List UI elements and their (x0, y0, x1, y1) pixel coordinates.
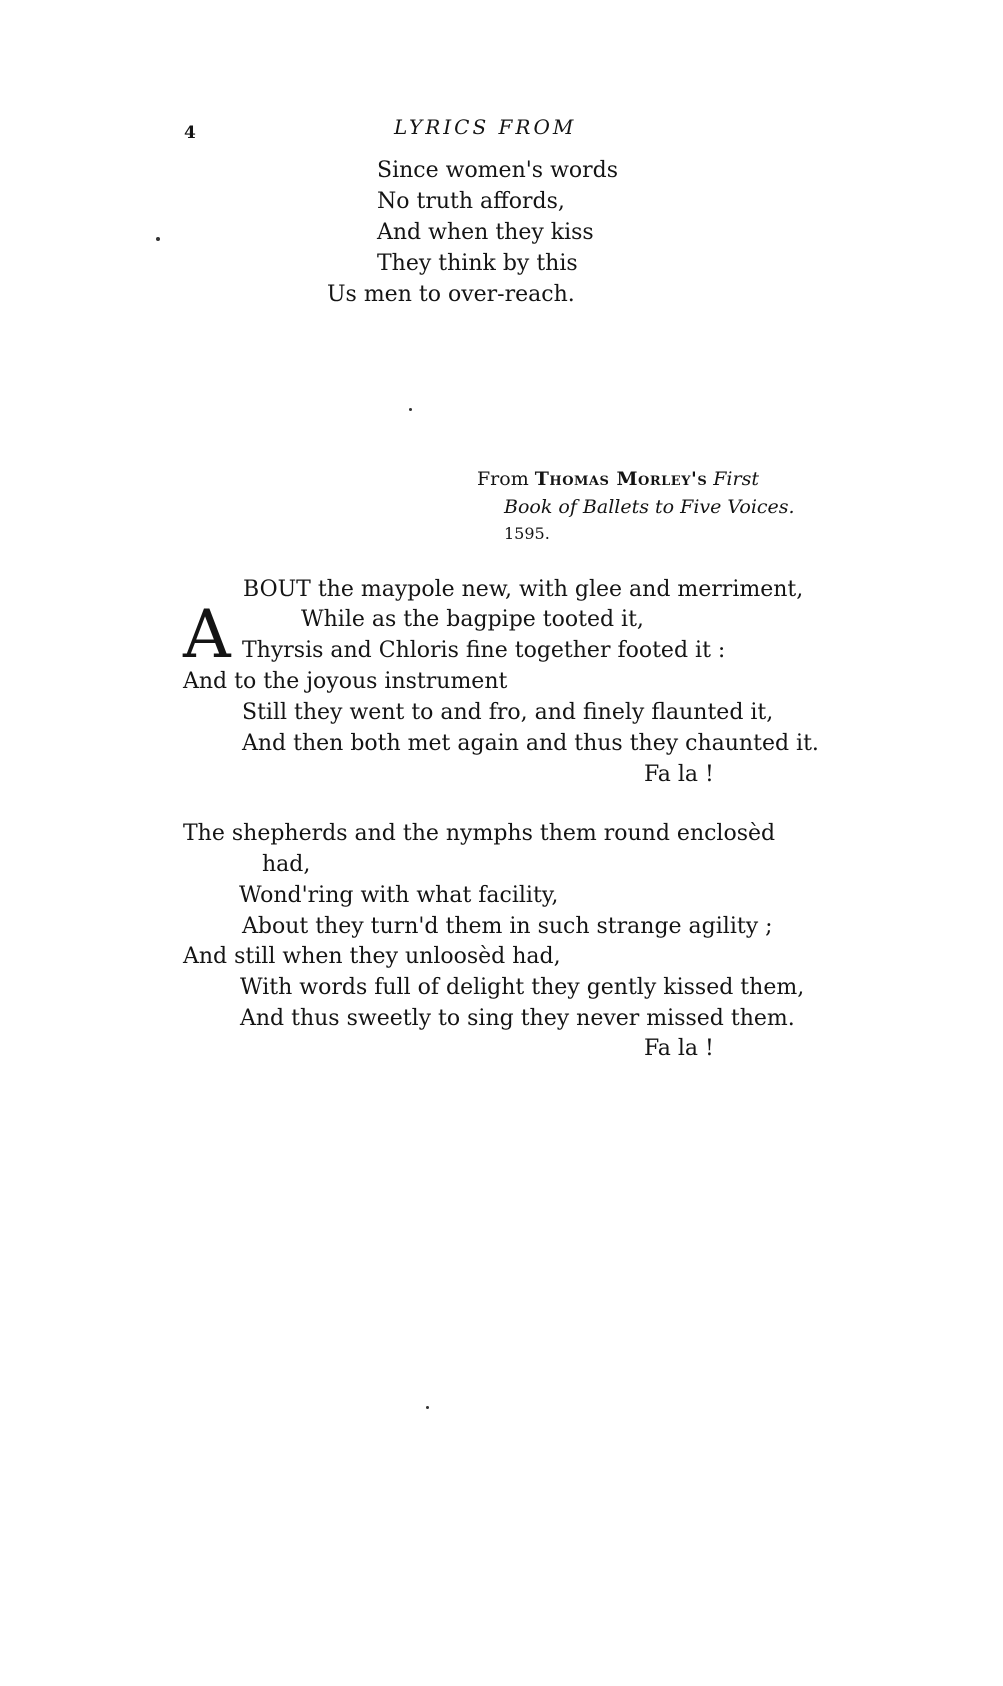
poem-line: Us men to over-reach. (327, 282, 575, 307)
poem-line: The shepherds and the nymphs them round enclosèd (183, 821, 776, 846)
poem-line: Thyrsis and Chloris fine together footed it : (242, 638, 726, 663)
poem-line: BOUT the maypole new, with glee and merriment, (243, 577, 804, 602)
print-speck (409, 408, 412, 411)
source-title-part2: Book of Ballets to Five Voices. (504, 496, 795, 518)
poem-line: While as the bagpipe tooted it, (301, 607, 644, 632)
poem-line: had, (262, 852, 311, 877)
source-from: From (477, 468, 529, 490)
print-speck (156, 237, 160, 241)
poem-line: And thus sweetly to sing they never missed them. (240, 1006, 795, 1031)
source-author: Thomas Morley's (534, 468, 708, 490)
poem-line: Since women's words (377, 158, 619, 183)
poem-line: Wond'ring with what facility, (239, 883, 559, 908)
refrain: Fa la ! (644, 1036, 714, 1061)
poem-line: They think by this (377, 251, 578, 276)
source-year: 1595. (504, 524, 550, 543)
poem-line: And then both met again and thus they chaunted it. (242, 731, 819, 756)
poem-line: And when they kiss (377, 220, 594, 245)
refrain: Fa la ! (644, 762, 714, 787)
poem-line: And to the joyous instrument (183, 669, 508, 694)
poem-line: About they turn'd them in such strange agility ; (242, 914, 773, 939)
page-number: 4 (184, 123, 196, 143)
drop-cap: A (183, 596, 231, 673)
running-head: LYRICS FROM (394, 115, 577, 139)
print-speck (426, 1406, 429, 1409)
poem-line: And still when they unloosèd had, (183, 944, 561, 969)
poem-line: With words full of delight they gently kissed them, (240, 975, 805, 1000)
source-title-part1: First (713, 468, 759, 490)
source-line-1 (477, 466, 759, 492)
poem-line: No truth affords, (377, 189, 565, 214)
poem-line: Still they went to and fro, and finely flaunted it, (242, 700, 774, 725)
